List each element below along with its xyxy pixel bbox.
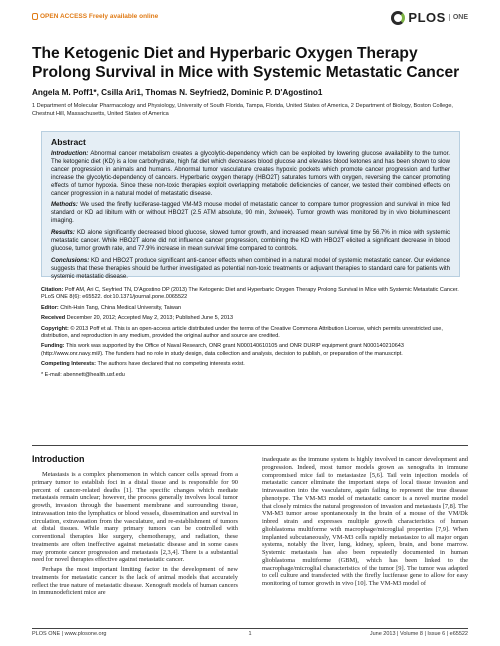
open-access-badge (32, 13, 158, 20)
abstract-section-label: Introduction: (51, 151, 89, 157)
meta-text: Chih-Hsin Tang, China Medical University, Taiwan (58, 304, 182, 311)
abstract-methods (51, 202, 450, 226)
abstract-introduction (51, 151, 450, 198)
open-access-label: OPEN ACCESS Freely available online (40, 13, 159, 20)
paper-title: The Ketogenic Diet and Hyperbaric Oxygen Therapy Prolong Survival in Mice with Systemic Metastatic Cancer (32, 45, 460, 81)
footer-issue: June 2013 | Volume 8 | Issue 6 | e65522 (369, 631, 468, 637)
abstract-section-label: Methods: (51, 202, 78, 209)
meta-label: Copyright: (41, 325, 69, 332)
copyright (41, 326, 460, 341)
footer-divider (32, 628, 468, 629)
plos-logo-icon (391, 11, 405, 25)
abstract-section-label: Results: (51, 230, 75, 237)
introduction-heading: Introduction (32, 454, 85, 464)
meta-text: Poff AM, Ari C, Seyfried TN, D'Agostino DP (2013) The Ketogenic Diet and Hyperbaric Oxygen Therapy Prolong Survival in Mice with Systemic Metastatic Cancer. PLoS ONE 8(6): e65522. doi:10.1371/journal.pone.0065522 (41, 287, 459, 301)
abstract-section-text: Abnormal cancer metabolism creates a glycolytic-dependency which can be exploited by lowering glucose availability to the tumor. The ketogenic diet (KD) is a low carbohydrate, high fat diet which decreases blood glucose and elevates blood ketones and has been shown to slow cancer progression in animals and humans. Abnormal tumor vasculature creates hypoxic pockets which promote cancer progression and further increase the glycolytic-dependency of cancers. Hyperbaric oxygen therapy (HBO2T) saturates tumors with oxygen, reversing the cancer promoting effects of tumor hypoxia. Since these non-toxic therapies exploit overlapping metabolic deficiencies of cancer, we tested their combined effects on cancer progression in a natural model of metastatic disease. (51, 151, 450, 197)
header-bar (32, 10, 468, 26)
body-paragraph: Perhaps the most important limiting factor in the development of new treatments for metastatic cancer is the lack of animal models that accurately reflect the true nature of metastatic disease. Xenograft models of human cancers in immunodeficient mice are (32, 566, 238, 597)
dates (41, 315, 460, 322)
open-access-lock-icon (32, 13, 38, 20)
meta-text: December 20, 2012; Accepted May 2, 2013; Published June 5, 2013 (65, 315, 234, 322)
abstract-section-text: We used the firefly luciferase-tagged VM-M3 mouse model of metastatic cancer to compare tumor progression and survival in mice fed standard or KD ad libitum with or without HBO2T (2.5 ATM absolute, 90 min, 3x/week). Tumor growth was monitored by in vivo bioluminescent imaging. (51, 202, 450, 225)
journal-subname: ONE (449, 14, 468, 21)
body-column-left (32, 471, 238, 626)
meta-label: Citation: (41, 287, 64, 293)
affiliations: 1 Department of Molecular Pharmacology and Physiology, University of South Florida, Tampa, Florida, United States of America, 2 Department of Biology, Boston College, Chestnut Hill, Massachusetts, United States of America (32, 103, 453, 117)
journal-logo (391, 10, 468, 25)
meta-label: Editor: (41, 304, 59, 311)
funding (41, 343, 460, 358)
abstract-conclusions (51, 258, 450, 282)
citation (41, 287, 460, 302)
meta-text: The authors have declared that no competing interests exist. (96, 361, 245, 368)
meta-label: Funding: (41, 343, 65, 350)
abstract-results (51, 230, 450, 254)
body-paragraph: Metastasis is a complex phenomenon in which cancer cells spread from a primary tumor to establish foci in a distal tissue and is responsible for 90 percent of cancer-related deaths [1]. The specific changes which mediate metastasis remain unclear; however, the process generally involves local tumor growth, invasion through the basement membrane and surrounding tissue, intravasation into the lymphatics or blood vessels, dissemination and survival in circulation, extravasation from the vasculature, and re-establishment of tumors at distal tissues. While many primary tumors can be controlled with conventional therapies like surgery, chemotherapy, and radiation, these treatments are often ineffective against metastatic disease and in some cases may promote cancer progression and metastasis [2,3,4]. There is a substantial need for novel therapies effective against metastatic cancer. (32, 471, 238, 564)
journal-name: PLOS (408, 10, 446, 25)
email-link[interactable]: * E-mail: abennett@health.usf.edu (41, 371, 125, 378)
article-metadata (41, 287, 460, 382)
meta-label: Received (41, 315, 66, 322)
abstract-section-label: Conclusions: (51, 257, 90, 264)
meta-text: © 2013 Poff et al. This is an open-access article distributed under the terms of the Creative Commons Attribution License, which permits unrestricted use, distribution, and reproduction in any medium, provided the original author and source are credited. (41, 325, 443, 340)
page-number: 1 (248, 631, 252, 637)
competing-interests (41, 361, 460, 368)
corresponding-email[interactable] (41, 372, 460, 379)
abstract-box (41, 131, 460, 280)
meta-text: This work was supported by the Office of Naval Research, ONR grant N000140610105 and ONR DURIP equipment grant N000140210643 (http://www.onr.navy.mil/). The funders had no role in study design, data collection and analysis, decision to publish, or preparation of the manuscript. (41, 343, 404, 357)
author-list: Angela M. Poff1*, Csilla Ari1, Thomas N. Seyfried2, Dominic P. D'Agostino1 (32, 88, 323, 97)
body-column-right (262, 456, 468, 626)
body-paragraph: inadequate as the immune system is highly involved in cancer development and progression. Indeed, most tumor models grown as xenografts in immune compromised mice fail to metastasize [5,6]. Tail vein injection models of metastatic cancer eliminate the important steps of local tissue invasion and intravasation into the vasculature, again failing to represent the true disease phenotype. The VM-M3 model of metastatic cancer is a novel murine model that closely mimics the natural progression of invasion and metastasis [7,8]. The VM-M3 tumor arose spontaneously in the brain of a mouse of the VM/Dk inbred strain and expresses multiple growth characteristics of human glioblastoma multiforme with macrophage/microglial properties [7,9]. When implanted subcutaneously, VM-M3 cells rapidly metastasize to all major organ systems, notably the liver, lung, kidney, spleen, brain, and bone marrow. Systemic metastasis has also been repeatedly documented in human glioblastoma multiforme (GBM), which has been linked to the macrophage/microglial characteristics of the tumor [9]. The tumor was adapted to cell culture and transfected with the firefly luciferase gene to allow for easy monitoring of tumor growth in vivo [10]. The VM-M3 model of (262, 456, 468, 587)
footer-journal: PLOS ONE | www.plosone.org (32, 631, 107, 637)
abstract-heading: Abstract (51, 137, 86, 147)
section-divider (32, 445, 468, 446)
abstract-section-text: KD and HBO2T produce significant anti-cancer effects when combined in a natural model of systemic metastatic cancer. Our evidence suggests that these therapies should be further investigated as potential non-toxic treatments or adjuvant therapies to standard care for patients with systemic metastatic disease. (51, 257, 450, 280)
editor (41, 305, 460, 312)
meta-label: Competing Interests: (41, 361, 97, 368)
abstract-section-text: KD alone significantly decreased blood glucose, slowed tumor growth, and increased mean survival time by 56.7% in mice with systemic metastatic cancer. While HBO2T alone did not influence cancer progression, combining the KD with HBO2T elicited a significant decrease in blood glucose, tumor growth rate, and 77.9% increase in mean survival time compared to controls. (51, 230, 450, 252)
